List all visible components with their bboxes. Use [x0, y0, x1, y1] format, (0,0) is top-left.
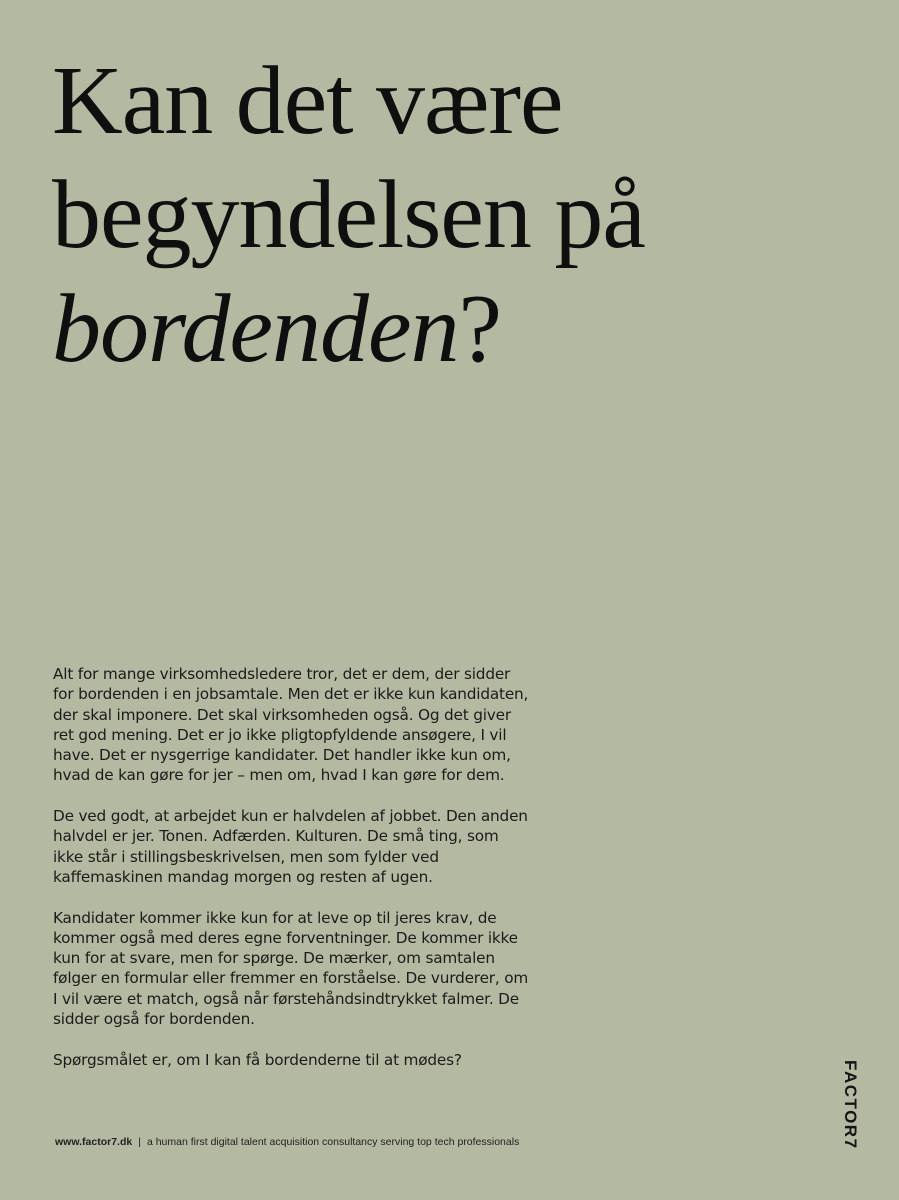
paragraph-3: Kandidater kommer ikke kun for at leve op til jeres krav, de kommer også med deres egne forventninger. De kommer ikke kun for at svare, men for spørge. De mærker, om samtalen følger en formular eller fremmer en forståelse. De vurderer, om I vil være et match, også når førstehåndsindtrykket falmer. De sidder også for bordenden. — [53, 908, 529, 1029]
headline-line-1: Kan det være — [52, 47, 563, 155]
paragraph-2: De ved godt, at arbejdet kun er halvdelen af jobbet. Den anden halvdel er jer. Tonen. Adfærden. Kulturen. De små ting, som ikke står i stillingsbeskrivelsen, men som fylder ved kaffemaskinen mandag morgen og resten af ugen. — [53, 807, 528, 886]
headline — [52, 44, 852, 386]
headline-line-3 — [52, 272, 852, 386]
footer-separator: | — [138, 1136, 141, 1148]
logo-text: FACTOR7 — [841, 1060, 860, 1150]
footer — [55, 1136, 519, 1148]
factor7-logo — [818, 1060, 878, 1150]
headline-line-2: begyndelsen på — [52, 161, 645, 269]
footer-tagline: a human first digital talent acquisition consultancy serving top tech professionals — [146, 1136, 520, 1148]
body-copy — [53, 664, 533, 1090]
paragraph-1: Alt for mange virksomhedsledere tror, det er dem, der sidder for bordenden i en jobsamtale. Men det er ikke kun kandidaten, der skal imponere. Det skal virksomheden også. Og det giver ret god mening. Det er jo ikke pligtopfyldende ansøgere, I vil have. Det er nysgerrige kandidater. Det handler ikke kun om, hvad de kan gøre for jer – men om, hvad I kan gøre for dem. — [53, 665, 529, 785]
headline-italic-word: bordenden — [52, 275, 459, 383]
paragraph-4: Spørgsmålet er, om I kan få bordenderne til at mødes? — [53, 1050, 462, 1069]
footer-url-link[interactable]: www.factor7.dk — [55, 1136, 133, 1148]
headline-question-mark: ? — [458, 275, 501, 383]
